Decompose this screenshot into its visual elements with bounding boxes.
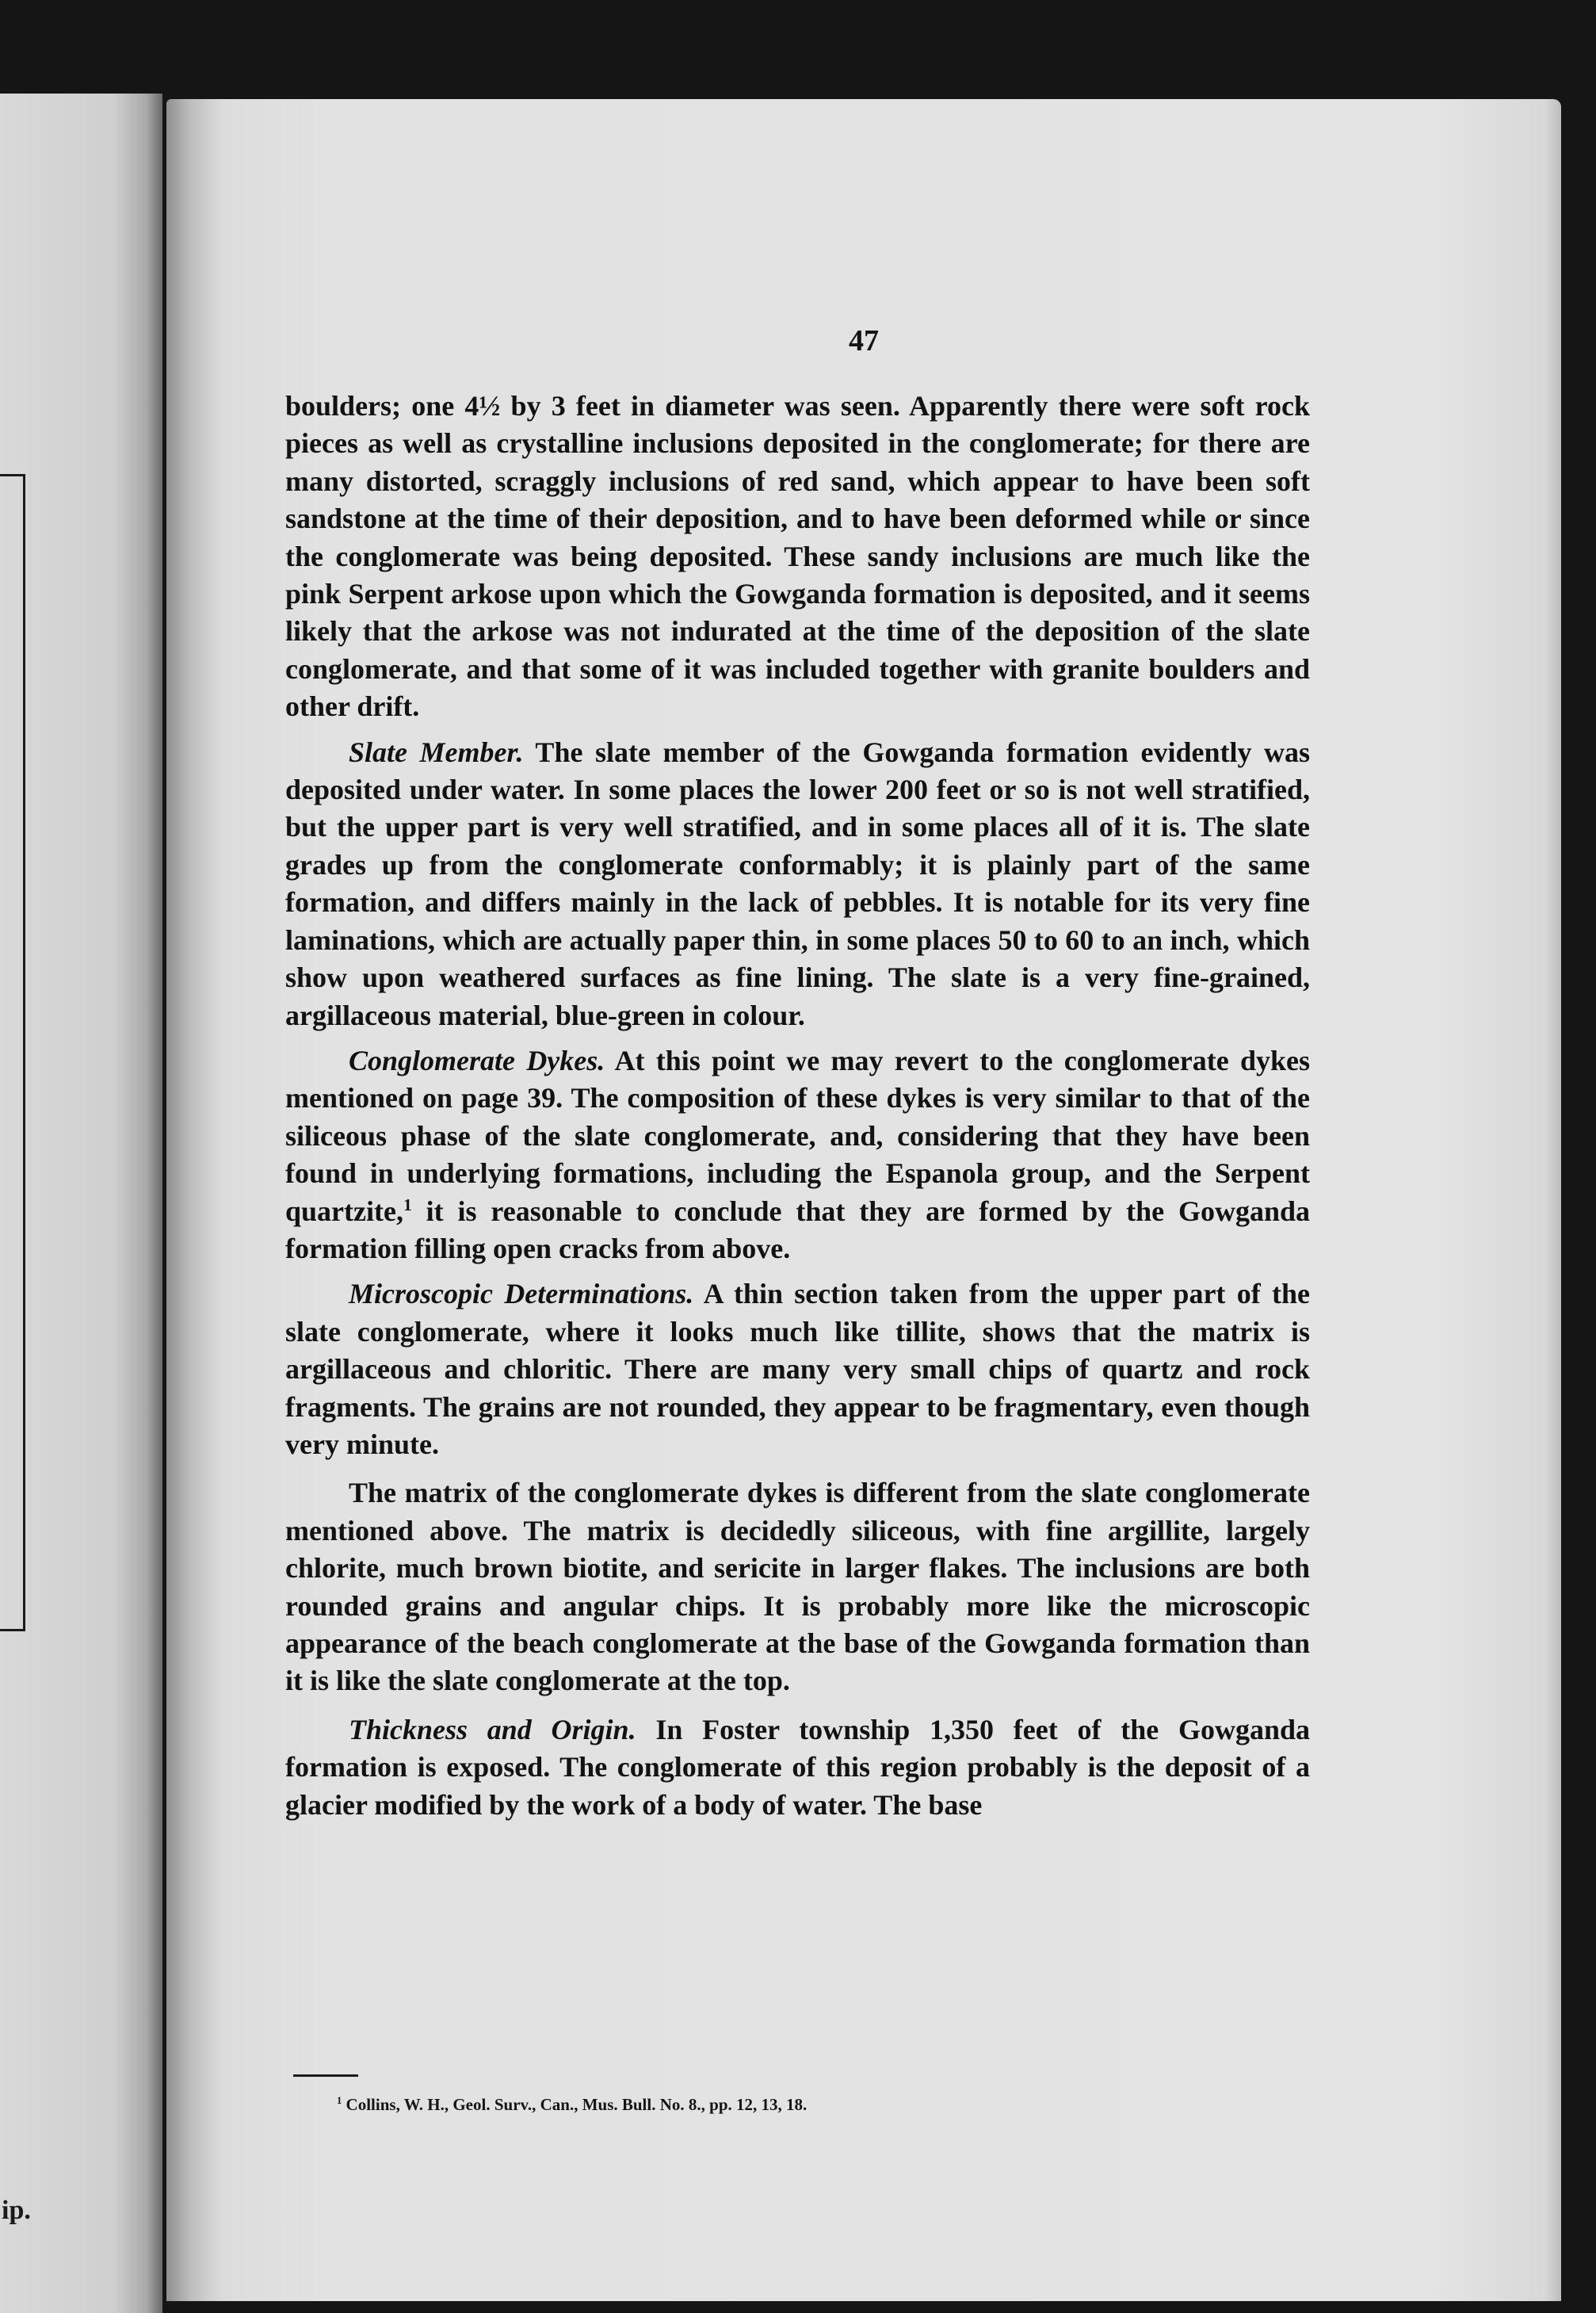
paragraph-text: The matrix of the conglomerate dykes is different from the slate conglomerate mentioned above. The matrix is decidedly siliceous, with fine argillite, largely chlorite, much brown biotite, and sericite in larger flakes. The inclusions are both rounded grains and angular chips. It is probably more like the microscopic appearance of the beach conglomerate at the base of the Gowganda formation than it is like the slate conglomerate at the top. (285, 1477, 1310, 1697)
footnote-text: Collins, W. H., Geol. Surv., Can., Mus. Bull. No. 8., pp. 12, 13, 18. (342, 2095, 808, 2114)
paragraph-text: A thin section taken from the upper part of the slate conglomerate, where it looks much like tillite, shows that the matrix is argillaceous and chloritic. There are many very small chips of quartz and rock fragments. The grains are not rounded, they appear to be fragmentary, even though very minute. (285, 1278, 1310, 1460)
page-number: 47 (849, 324, 879, 357)
paragraph-text: In Foster township 1,350 feet of the Gowganda formation is exposed. The conglomerate of this region probably is the deposit of a glacier modified by the work of a body of water. The base (285, 1713, 1310, 1821)
footnote-reference: 1 (403, 1195, 412, 1214)
section-heading-conglomerate-dykes: Conglomerate Dykes. (349, 1044, 605, 1076)
paragraph-boulders (285, 388, 1310, 726)
left-page-edge (0, 94, 162, 2313)
paragraph-conglomerate-dykes (285, 1042, 1310, 1267)
paragraph-text: boulders; one 4½ by 3 feet in diameter was seen. Apparently there were soft rock pieces as well as crystalline inclusions deposited in the conglomerate; for there are many distorted, scraggly inclusions of red sand, which appear to have been soft sandstone at the time of their deposition, and to have been deformed while or since the conglomerate was being deposited. These sandy inclusions are much like the pink Serpent arkose upon which the Gowganda formation is deposited, and it seems likely that the arkose was not indurated at the time of the deposition of the slate conglomerate, and that some of it was included together with granite boulders and other drift. (285, 390, 1310, 723)
book-page (166, 99, 1561, 2301)
footnote (337, 2095, 807, 2115)
paragraph-text: The slate member of the Gowganda formation evidently was deposited under water. In some places the lower 200 feet or so is not well stratified, but the upper part is very well stratified, and in some places all of it is. The slate grades up from the conglomerate conformably; it is plainly part of the same formation, and differs mainly in the lack of pebbles. It is notable for its very fine laminations, which are actually paper thin, in some places 50 to 60 to an inch, which show upon weathered surfaces as fine lining. The slate is a very fine-grained, argillaceous material, blue-green in colour. (285, 736, 1311, 1031)
paragraph-thickness-origin (285, 1711, 1310, 1824)
left-page-text-fragment: ip. (2, 2196, 31, 2225)
footnote-rule (293, 2074, 358, 2077)
paragraph-slate-member (285, 734, 1310, 1034)
paragraph-text: At this point we may revert to the conglomerate dykes mentioned on page 39. The composition of these dykes is very similar to that of the siliceous phase of the slate conglomerate, and, considering that they have been found in underlying formations, including the Espanola group, and the Serpent quartzite, (285, 1044, 1310, 1227)
left-page-frame (0, 474, 25, 1631)
footnote-mark: 1 (337, 2095, 342, 2106)
paragraph-text-continued: it is reasonable to conclude that they are formed by the Gowganda formation filling open cracks from above. (285, 1195, 1310, 1264)
paragraph-matrix (285, 1474, 1310, 1699)
section-heading-thickness-origin: Thickness and Origin. (349, 1713, 636, 1745)
paragraph-microscopic-determinations (285, 1275, 1310, 1463)
section-heading-microscopic-determinations: Microscopic Determinations. (349, 1278, 694, 1310)
body-text (285, 388, 1310, 1824)
section-heading-slate-member: Slate Member. (349, 736, 524, 768)
